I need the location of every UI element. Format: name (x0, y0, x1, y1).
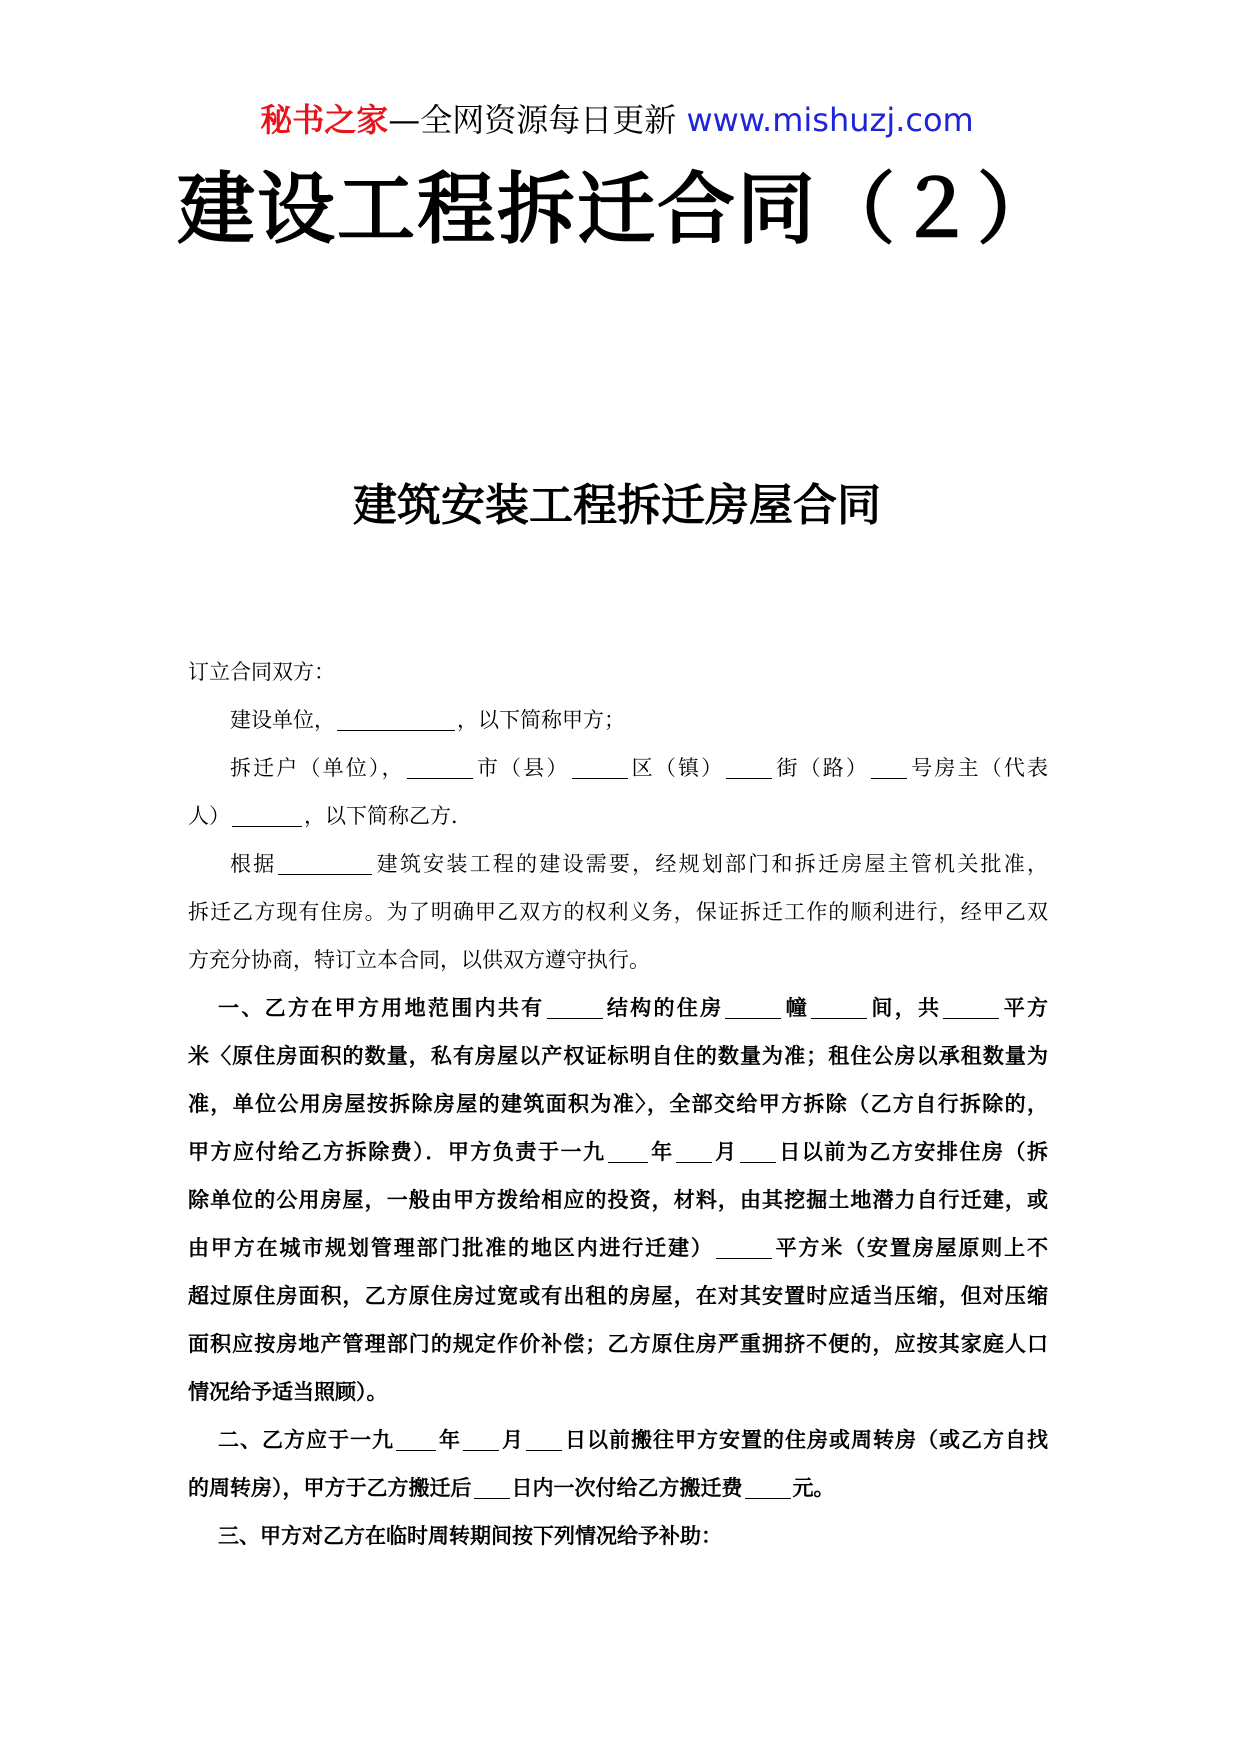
blank-field[interactable] (608, 1138, 648, 1163)
line-text: ，以下简称乙方． (304, 804, 472, 828)
body-line: 订立合同双方： (188, 660, 335, 684)
blank-field[interactable] (676, 1138, 712, 1163)
contract-subtitle: 建筑安装工程拆迁房屋合同 (353, 480, 881, 531)
line-text: 日以前为乙方安排住房（拆 (777, 1139, 1048, 1164)
body-line (188, 1416, 1048, 1464)
blank-field[interactable] (547, 994, 603, 1019)
blank-field[interactable] (232, 802, 302, 827)
line-text: 建筑安装工程的建设需要，经规划部门和拆迁房屋主管机关批准， (374, 852, 1048, 876)
banner-slogan: —全网资源每日更新 (388, 101, 687, 139)
blank-field[interactable] (572, 754, 628, 779)
blank-field[interactable] (278, 850, 372, 875)
body-line: 拆迁乙方现有住房。为了明确甲乙双方的权利义务，保证拆迁工作的顺利进行，经甲乙双 (188, 900, 1048, 924)
body-line (188, 744, 1048, 792)
site-banner (0, 100, 1234, 140)
blank-field[interactable] (716, 1234, 772, 1259)
line-text: 市（县） (474, 756, 570, 780)
line-text: 拆迁户（单位）， (230, 756, 405, 780)
line-text: 幢 (783, 995, 810, 1020)
blank-field[interactable] (740, 1138, 776, 1163)
line-text: 街（路） (774, 756, 870, 780)
blank-field[interactable] (407, 754, 473, 779)
blank-field[interactable] (396, 1426, 436, 1451)
body-line (188, 984, 1048, 1032)
line-text: 平方米（安置房屋原则上不 (773, 1235, 1048, 1260)
body-line (188, 792, 1048, 840)
body-line (188, 1224, 1048, 1272)
blank-field[interactable] (337, 706, 455, 731)
body-line: 面积应按房地产管理部门的规定作价补偿；乙方原住房严重拥挤不便的，应按其家庭人口 (188, 1331, 1048, 1356)
blank-field[interactable] (526, 1426, 562, 1451)
blank-field[interactable] (726, 754, 772, 779)
body-line: 三、甲方对乙方在临时周转期间按下列情况给予补助： (218, 1523, 722, 1548)
line-text: 月 (501, 1427, 524, 1452)
line-text: 的周转房），甲方于乙方搬迁后 (188, 1475, 472, 1500)
line-text: 日以前搬往甲方安置的住房或周转房（或乙方自找 (564, 1427, 1048, 1452)
line-text: 结构的住房 (604, 995, 724, 1020)
blank-field[interactable] (943, 994, 999, 1019)
brand-name: 秘书之家 (260, 101, 389, 139)
line-text: ，以下简称甲方； (457, 708, 625, 732)
line-text: 人） (188, 804, 230, 828)
body-line (188, 1464, 1048, 1512)
line-text: 由甲方在城市规划管理部门批准的地区内进行迁建） (188, 1235, 714, 1260)
blank-field[interactable] (745, 1474, 791, 1499)
line-text: 根据 (230, 852, 277, 876)
blank-field[interactable] (463, 1426, 499, 1451)
body-line: 米〈原住房面积的数量，私有房屋以产权证标明自住的数量为准；租住公房以承租数量为 (188, 1043, 1048, 1068)
blank-field[interactable] (871, 754, 907, 779)
line-text: 间，共 (869, 995, 942, 1020)
line-text: 元。 (792, 1475, 835, 1500)
blank-field[interactable] (474, 1474, 510, 1499)
body-line: 准，单位公用房屋按拆除房屋的建筑面积为准〉，全部交给甲方拆除（乙方自行拆除的， (188, 1091, 1048, 1116)
line-text: 建设单位， (230, 708, 335, 732)
line-text: 一、乙方在甲方用地范围内共有 (218, 995, 545, 1020)
body-line (188, 696, 1048, 744)
body-line (188, 840, 1048, 888)
line-text: 日内一次付给乙方搬迁费 (511, 1475, 743, 1500)
body-line (188, 1128, 1048, 1176)
line-text: 年 (438, 1427, 461, 1452)
blank-field[interactable] (725, 994, 781, 1019)
line-text: 号房主（代表 (909, 756, 1048, 780)
body-line: 超过原住房面积，乙方原住房过宽或有出租的房屋，在对其安置时应适当压缩，但对压缩 (188, 1283, 1048, 1308)
body-line: 除单位的公用房屋，一般由甲方拨给相应的投资，材料，由其挖掘土地潜力自行迁建，或 (188, 1187, 1048, 1212)
site-url-link[interactable]: www.mishuzj.com (686, 101, 974, 139)
line-text: 甲方应付给乙方拆除费）．甲方负责于一九 (188, 1139, 606, 1164)
body-line: 情况给予适当照顾）。 (188, 1379, 388, 1404)
line-text: 平方 (1001, 995, 1048, 1020)
line-text: 月 (713, 1139, 738, 1164)
document-title: 建设工程拆迁合同（２） (176, 165, 1057, 255)
blank-field[interactable] (811, 994, 867, 1019)
contract-body (188, 648, 1048, 1560)
line-text: 区（镇） (629, 756, 725, 780)
line-text: 年 (649, 1139, 674, 1164)
body-line: 方充分协商，特订立本合同，以供双方遵守执行。 (188, 948, 650, 972)
line-text: 二、乙方应于一九 (218, 1427, 394, 1452)
